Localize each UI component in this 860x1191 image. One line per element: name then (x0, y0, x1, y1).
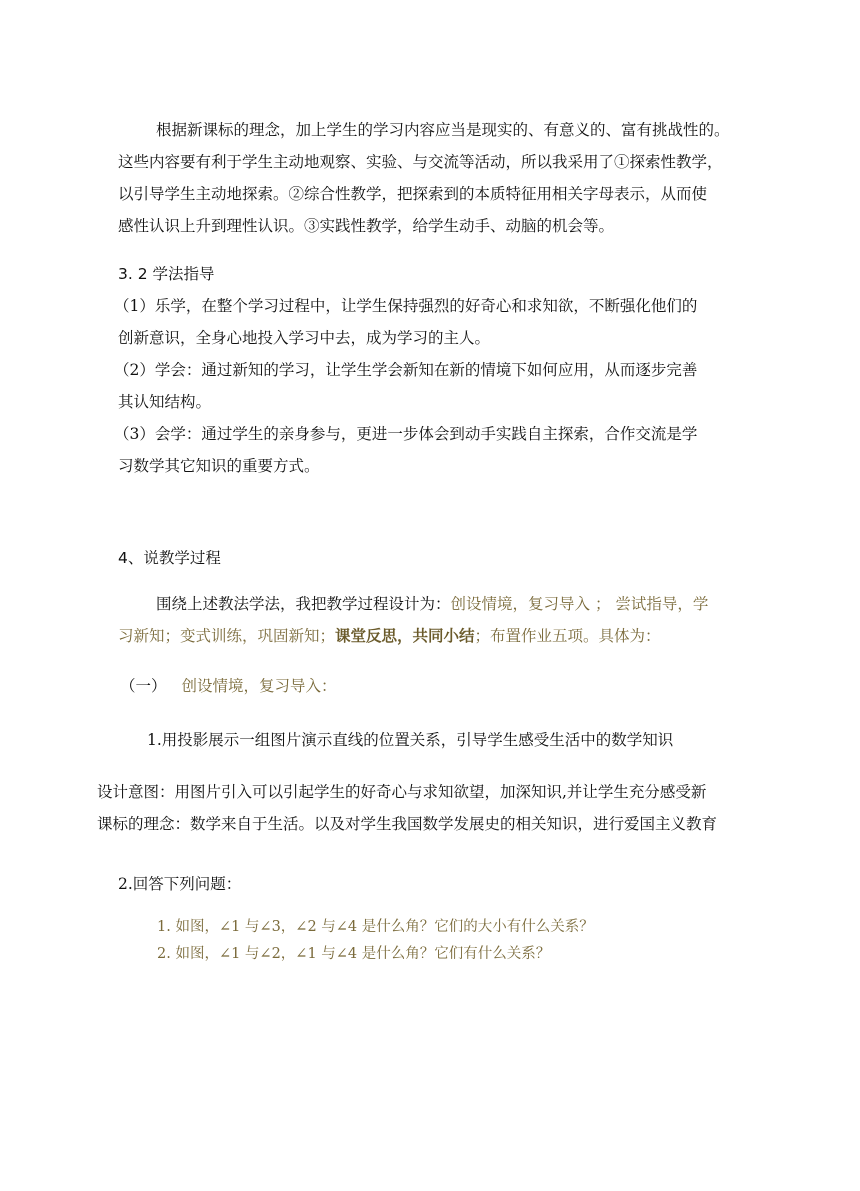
intro-highlight: 创设情境，复习导入 ； 尝试指导，学 (450, 595, 709, 613)
subsection-title: 创设情境，复习导入： (181, 677, 337, 695)
list-item: 1.用投影展示一组图片演示直线的位置关系，引导学生感受生活中的数学知识 (147, 731, 674, 749)
intro-highlight: 习新知；变式训练，巩固新知； (118, 627, 336, 645)
study-method-section (114, 258, 698, 482)
question-item: 2. 如图，∠1 与∠2，∠1 与∠4 是什么角？它们有什么关系？ (157, 946, 551, 962)
list-item-line: 创新意识，全身心地投入学习中去，成为学习的主人。 (118, 329, 491, 347)
teaching-method-paragraph (118, 114, 730, 242)
list-item-line: 习数学其它知识的重要方式。 (118, 457, 320, 475)
subsection-label: （一） (120, 677, 167, 695)
subsection-heading (120, 670, 336, 702)
list-item-line: （2）学会：通过新知的学习，让学生学会新知在新的情境下如何应用，从而逐步完善 (114, 361, 698, 379)
intro-text: 围绕上述教法学法，我把教学过程设计为： (156, 595, 451, 613)
list-item-line: （3）会学：通过学生的亲身参与，更进一步体会到动手实践自主探索，合作交流是学 (114, 425, 698, 443)
section-heading: 4、说教学过程 (118, 549, 221, 567)
question-list (157, 914, 594, 968)
intro-highlight: ；布置作业五项。具体为： (474, 627, 661, 645)
paragraph-line: 课标的理念：数学来自于生活。以及对学生我国数学发展史的相关知识，进行爱国主义教育 (97, 815, 718, 833)
section-heading: 3. 2 学法指导 (118, 265, 215, 283)
teaching-process-intro (118, 588, 708, 652)
question-item: 1. 如图，∠1 与∠3，∠2 与∠4 是什么角？它们的大小有什么关系？ (157, 919, 594, 935)
list-item-line: 其认知结构。 (118, 393, 212, 411)
paragraph-line: 根据新课标的理念，加上学生的学习内容应当是现实的、有意义的、富有挑战性的。 (156, 121, 730, 139)
paragraph-line: 以引导学生主动地探索。②综合性教学，把探索到的本质特征用相关字母表示，从而使 (118, 185, 708, 203)
paragraph-line: 设计意图：用图片引入可以引起学生的好奇心与求知欲望，加深知识,并让学生充分感受新 (97, 783, 707, 801)
design-intent-paragraph (97, 776, 717, 840)
paragraph-line: 这些内容要有利于学生主动地观察、实验、与交流等活动，所以我采用了①探索性教学， (118, 153, 723, 171)
paragraph-line: 感性认识上升到理性认识。③实践性教学，给学生动手、动脑的机会等。 (118, 217, 615, 235)
list-item-line: （1）乐学，在整个学习过程中，让学生保持强烈的好奇心和求知欲，不断强化他们的 (114, 297, 698, 315)
intro-bold-highlight: 课堂反思，共同小结 (335, 626, 475, 645)
list-item: 2.回答下列问题： (118, 875, 242, 893)
